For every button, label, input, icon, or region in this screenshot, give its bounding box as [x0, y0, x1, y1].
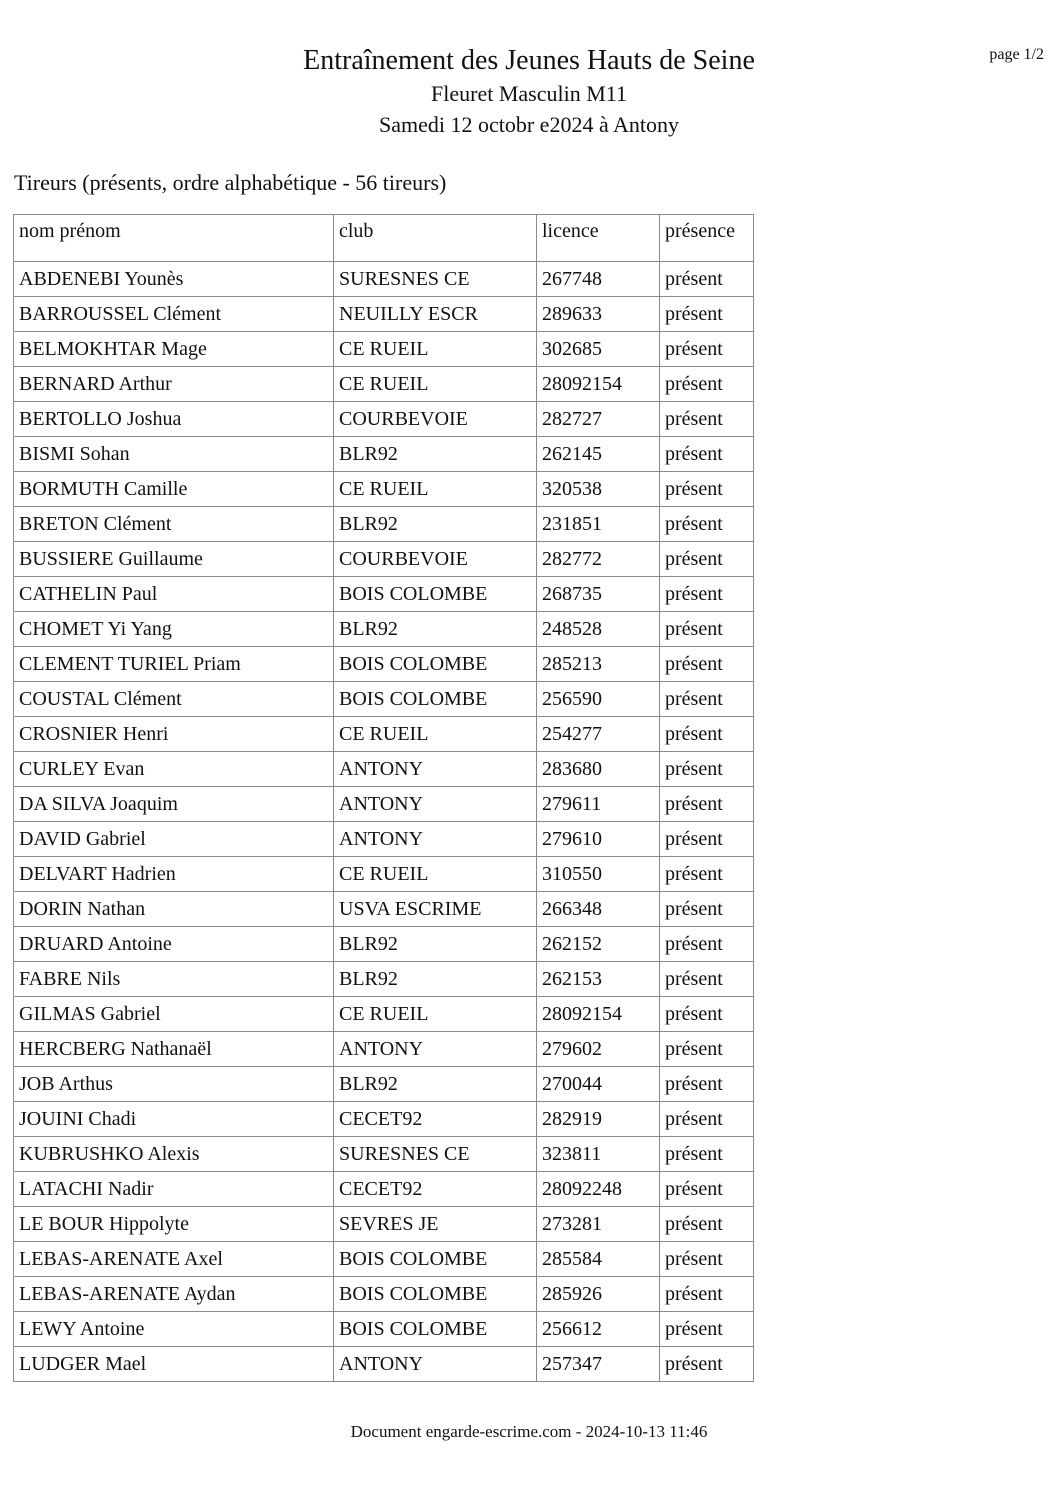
cell-name: FABRE Nils [14, 962, 334, 997]
cell-licence: 254277 [537, 717, 660, 752]
cell-presence: présent [660, 472, 754, 507]
cell-licence: 28092248 [537, 1172, 660, 1207]
table-row [14, 1137, 754, 1172]
cell-presence: présent [660, 297, 754, 332]
cell-presence: présent [660, 577, 754, 612]
document-header [0, 44, 1058, 140]
cell-licence: 273281 [537, 1207, 660, 1242]
table-row [14, 1207, 754, 1242]
section-heading: Tireurs (présents, ordre alphabétique - 56 tireurs) [14, 170, 447, 195]
table-row [14, 437, 754, 472]
cell-club: SURESNES CE [334, 262, 537, 297]
cell-club: CE RUEIL [334, 367, 537, 402]
cell-licence: 282772 [537, 542, 660, 577]
cell-presence: présent [660, 332, 754, 367]
cell-club: CE RUEIL [334, 332, 537, 367]
competition-category: Fleuret Masculin M11 [431, 81, 627, 106]
cell-licence: 256612 [537, 1312, 660, 1347]
cell-name: GILMAS Gabriel [14, 997, 334, 1032]
cell-presence: présent [660, 367, 754, 402]
table-body [14, 262, 754, 1382]
cell-presence: présent [660, 822, 754, 857]
cell-licence: 28092154 [537, 997, 660, 1032]
table-row [14, 1347, 754, 1382]
cell-presence: présent [660, 402, 754, 437]
cell-presence: présent [660, 1172, 754, 1207]
cell-name: DORIN Nathan [14, 892, 334, 927]
cell-name: HERCBERG Nathanaël [14, 1032, 334, 1067]
table-row [14, 1102, 754, 1137]
cell-club: SEVRES JE [334, 1207, 537, 1242]
cell-club: BOIS COLOMBE [334, 647, 537, 682]
cell-name: BUSSIERE Guillaume [14, 542, 334, 577]
cell-licence: 262152 [537, 927, 660, 962]
cell-licence: 256590 [537, 682, 660, 717]
cell-club: CE RUEIL [334, 857, 537, 892]
table-row [14, 1172, 754, 1207]
table-row [14, 542, 754, 577]
cell-name: BARROUSSEL Clément [14, 297, 334, 332]
cell-presence: présent [660, 1242, 754, 1277]
cell-licence: 279610 [537, 822, 660, 857]
table-row [14, 612, 754, 647]
cell-presence: présent [660, 892, 754, 927]
cell-presence: présent [660, 647, 754, 682]
cell-presence: présent [660, 612, 754, 647]
cell-club: ANTONY [334, 787, 537, 822]
cell-name: LEWY Antoine [14, 1312, 334, 1347]
cell-name: JOUINI Chadi [14, 1102, 334, 1137]
cell-name: BISMI Sohan [14, 437, 334, 472]
cell-club: BOIS COLOMBE [334, 1277, 537, 1312]
cell-club: BOIS COLOMBE [334, 682, 537, 717]
cell-club: BOIS COLOMBE [334, 577, 537, 612]
table-row [14, 682, 754, 717]
table-row [14, 1067, 754, 1102]
column-header-name: nom prénom [14, 215, 334, 262]
document-title: Entraînement des Jeunes Hauts de Seine [303, 45, 755, 76]
cell-name: CHOMET Yi Yang [14, 612, 334, 647]
cell-club: CECET92 [334, 1102, 537, 1137]
cell-club: COURBEVOIE [334, 402, 537, 437]
cell-licence: 323811 [537, 1137, 660, 1172]
cell-club: BLR92 [334, 437, 537, 472]
cell-name: LE BOUR Hippolyte [14, 1207, 334, 1242]
column-header-presence: présence [660, 215, 754, 262]
table-row [14, 997, 754, 1032]
cell-name: DA SILVA Joaquim [14, 787, 334, 822]
cell-club: COURBEVOIE [334, 542, 537, 577]
cell-club: BLR92 [334, 1067, 537, 1102]
cell-licence: 320538 [537, 472, 660, 507]
table-row [14, 262, 754, 297]
cell-name: KUBRUSHKO Alexis [14, 1137, 334, 1172]
cell-presence: présent [660, 1312, 754, 1347]
cell-name: BORMUTH Camille [14, 472, 334, 507]
cell-club: CE RUEIL [334, 997, 537, 1032]
table-row [14, 1032, 754, 1067]
cell-licence: 279611 [537, 787, 660, 822]
cell-presence: présent [660, 262, 754, 297]
cell-club: USVA ESCRIME [334, 892, 537, 927]
cell-presence: présent [660, 1207, 754, 1242]
page-number: page 1/2 [989, 46, 1044, 63]
cell-presence: présent [660, 542, 754, 577]
table-row [14, 752, 754, 787]
cell-licence: 282919 [537, 1102, 660, 1137]
table-row [14, 647, 754, 682]
table-row [14, 717, 754, 752]
cell-licence: 266348 [537, 892, 660, 927]
cell-presence: présent [660, 1137, 754, 1172]
cell-name: DRUARD Antoine [14, 927, 334, 962]
cell-name: CLEMENT TURIEL Priam [14, 647, 334, 682]
table-row [14, 787, 754, 822]
cell-name: JOB Arthus [14, 1067, 334, 1102]
table-row [14, 402, 754, 437]
cell-licence: 283680 [537, 752, 660, 787]
table-row [14, 577, 754, 612]
table-row [14, 857, 754, 892]
table-row [14, 1242, 754, 1277]
cell-licence: 257347 [537, 1347, 660, 1382]
table-row [14, 1277, 754, 1312]
cell-licence: 268735 [537, 577, 660, 612]
cell-presence: présent [660, 1277, 754, 1312]
cell-licence: 289633 [537, 297, 660, 332]
cell-club: BOIS COLOMBE [334, 1312, 537, 1347]
cell-club: ANTONY [334, 1032, 537, 1067]
cell-name: BERNARD Arthur [14, 367, 334, 402]
cell-club: NEUILLY ESCR [334, 297, 537, 332]
cell-name: CATHELIN Paul [14, 577, 334, 612]
cell-licence: 248528 [537, 612, 660, 647]
cell-club: ANTONY [334, 822, 537, 857]
cell-club: CE RUEIL [334, 717, 537, 752]
cell-licence: 310550 [537, 857, 660, 892]
table-row [14, 1312, 754, 1347]
cell-name: BELMOKHTAR Mage [14, 332, 334, 367]
cell-licence: 285926 [537, 1277, 660, 1312]
cell-club: BLR92 [334, 507, 537, 542]
column-header-club: club [334, 215, 537, 262]
table-row [14, 892, 754, 927]
cell-presence: présent [660, 962, 754, 997]
cell-presence: présent [660, 1032, 754, 1067]
cell-presence: présent [660, 507, 754, 542]
table-row [14, 962, 754, 997]
column-header-licence: licence [537, 215, 660, 262]
table-row [14, 507, 754, 542]
cell-presence: présent [660, 787, 754, 822]
cell-licence: 285213 [537, 647, 660, 682]
cell-name: ABDENEBI Younès [14, 262, 334, 297]
cell-presence: présent [660, 752, 754, 787]
cell-name: LEBAS-ARENATE Aydan [14, 1277, 334, 1312]
cell-licence: 28092154 [537, 367, 660, 402]
cell-licence: 231851 [537, 507, 660, 542]
competition-date-location: Samedi 12 octobr e2024 à Antony [378, 112, 679, 137]
cell-presence: présent [660, 927, 754, 962]
cell-name: BRETON Clément [14, 507, 334, 542]
cell-licence: 302685 [537, 332, 660, 367]
cell-licence: 270044 [537, 1067, 660, 1102]
fencers-table [13, 214, 754, 1382]
table-row [14, 297, 754, 332]
cell-name: COUSTAL Clément [14, 682, 334, 717]
cell-club: SURESNES CE [334, 1137, 537, 1172]
cell-name: DELVART Hadrien [14, 857, 334, 892]
cell-licence: 285584 [537, 1242, 660, 1277]
cell-licence: 262153 [537, 962, 660, 997]
table-row [14, 822, 754, 857]
cell-licence: 282727 [537, 402, 660, 437]
cell-name: LATACHI Nadir [14, 1172, 334, 1207]
cell-club: BLR92 [334, 962, 537, 997]
cell-name: DAVID Gabriel [14, 822, 334, 857]
cell-presence: présent [660, 437, 754, 472]
cell-presence: présent [660, 857, 754, 892]
table-row [14, 367, 754, 402]
cell-licence: 267748 [537, 262, 660, 297]
cell-club: ANTONY [334, 1347, 537, 1382]
table-row [14, 472, 754, 507]
cell-presence: présent [660, 1347, 754, 1382]
cell-name: CURLEY Evan [14, 752, 334, 787]
cell-presence: présent [660, 1067, 754, 1102]
cell-club: ANTONY [334, 752, 537, 787]
cell-club: BLR92 [334, 612, 537, 647]
cell-name: LUDGER Mael [14, 1347, 334, 1382]
cell-name: CROSNIER Henri [14, 717, 334, 752]
cell-club: CECET92 [334, 1172, 537, 1207]
cell-club: BOIS COLOMBE [334, 1242, 537, 1277]
table-header-row [14, 215, 754, 262]
cell-licence: 262145 [537, 437, 660, 472]
table-row [14, 927, 754, 962]
cell-club: CE RUEIL [334, 472, 537, 507]
cell-presence: présent [660, 717, 754, 752]
cell-name: LEBAS-ARENATE Axel [14, 1242, 334, 1277]
document-footer: Document engarde-escrime.com - 2024-10-13 11:46 [350, 1422, 708, 1441]
cell-name: BERTOLLO Joshua [14, 402, 334, 437]
cell-presence: présent [660, 1102, 754, 1137]
cell-presence: présent [660, 997, 754, 1032]
table-row [14, 332, 754, 367]
cell-presence: présent [660, 682, 754, 717]
cell-licence: 279602 [537, 1032, 660, 1067]
cell-club: BLR92 [334, 927, 537, 962]
